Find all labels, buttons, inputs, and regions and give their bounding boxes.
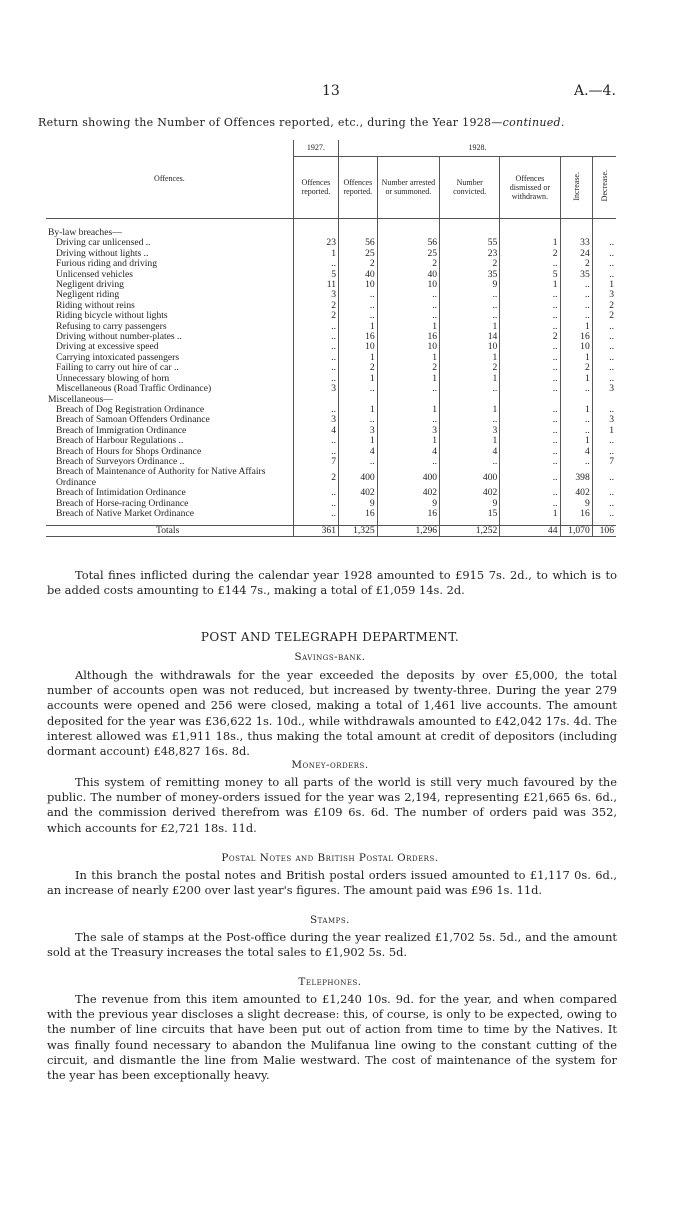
postal-notes-text: In this branch the postal notes and British postal orders issued amounted to £1,117 0s. 6d., an increase of nearly £200 over last year's figures. The amount paid was £96 1s. 11d. (47, 868, 617, 898)
offence-value: 398 (560, 467, 592, 488)
stamps-heading: Stamps. (310, 914, 350, 926)
page-number: 13 (322, 83, 340, 99)
money-orders-heading: Money-orders. (291, 759, 369, 771)
section-bylaw: By-law breaches— (48, 227, 122, 238)
offence-label: Unlicensed vehicles (56, 268, 133, 280)
offence-value: .. (560, 384, 592, 394)
offence-value: 16 (560, 509, 592, 519)
offences-table (46, 140, 616, 537)
offence-value: 3 (592, 384, 616, 394)
offence-label: Negligent driving (56, 279, 124, 291)
table-row (46, 384, 616, 394)
offence-value: 1 (592, 280, 616, 290)
offence-value: 5 (293, 270, 338, 280)
offence-value: 5 (500, 270, 560, 280)
totals-value: 361 (293, 525, 338, 536)
offence-label: Driving without lights .. (56, 247, 149, 259)
offence-value: .. (377, 384, 439, 394)
table-title-text: Return showing the Number of Offences reported, etc., during the Year 1928 (38, 116, 492, 129)
offence-value: .. (377, 415, 439, 425)
offence-value: .. (500, 259, 560, 269)
offence-value: .. (500, 342, 560, 352)
stamps-paragraph (47, 930, 617, 960)
offence-value: 1 (560, 374, 592, 384)
offence-value: 15 (440, 509, 500, 519)
offence-value: 1 (500, 280, 560, 290)
offence-label: Miscellaneous (Road Traffic Ordinance) (56, 383, 212, 395)
offence-value: .. (500, 290, 560, 300)
offence-value: .. (592, 322, 616, 332)
offence-label: Driving at excessive speed (56, 341, 159, 353)
offence-value: .. (440, 290, 500, 300)
offence-label: Breach of Native Market Ordinance (56, 507, 194, 519)
offence-value: 1 (293, 249, 338, 259)
offence-value: 3 (293, 290, 338, 300)
offence-value: 9 (440, 280, 500, 290)
offence-value: .. (592, 342, 616, 352)
totals-value: 106 (592, 525, 616, 536)
offence-value: 33 (560, 238, 592, 248)
offence-label: Breach of Samoan Offenders Ordinance (56, 414, 210, 426)
offence-value: .. (440, 384, 500, 394)
offence-value: .. (500, 467, 560, 488)
offence-value: 2 (440, 363, 500, 373)
offence-value: 2 (500, 249, 560, 259)
offence-label: Breach of Intimidation Ordinance (56, 487, 186, 499)
offence-value: .. (293, 447, 338, 457)
offence-value: .. (339, 311, 378, 321)
offence-value: 16 (339, 509, 378, 519)
money-orders-text: This system of remitting money to all parts of the world is still very much favoured by the public. The number of money-orders issued for the year was 2,194, representing £21,665 6s. 6d., and the commission derived therefrom was £109 6s. 6d. The number of orders paid was 352, which accounts for £2,721 18s. 11d. (47, 775, 617, 835)
offence-value: .. (500, 436, 560, 446)
offence-value: .. (293, 509, 338, 519)
offence-value: 1 (339, 353, 378, 363)
col-arrested: Number arrested or summoned. (377, 156, 439, 218)
offence-value: 7 (592, 457, 616, 467)
totals-value: 1,325 (339, 525, 378, 536)
offence-value: .. (440, 311, 500, 321)
offence-value: .. (592, 467, 616, 488)
offence-value: 1 (339, 436, 378, 446)
offence-value: 9 (339, 499, 378, 509)
offence-value: .. (339, 457, 378, 467)
offence-value: .. (560, 280, 592, 290)
offence-label: Breach of Horse-racing Ordinance (56, 497, 189, 509)
offence-value: .. (293, 436, 338, 446)
offence-value: 2 (440, 259, 500, 269)
offence-value: 10 (377, 342, 439, 352)
offence-value: 2 (592, 301, 616, 311)
offence-value: 402 (440, 488, 500, 498)
offence-value: 2 (293, 311, 338, 321)
offence-value: 56 (377, 238, 439, 248)
offence-value: 10 (560, 342, 592, 352)
offence-value: .. (440, 301, 500, 311)
offence-value: 9 (377, 499, 439, 509)
col-convicted: Number convicted. (440, 156, 500, 218)
offence-value: 16 (560, 332, 592, 342)
offence-value: .. (293, 499, 338, 509)
offence-value: .. (500, 374, 560, 384)
year-1928-header: 1928. (339, 140, 617, 156)
totals-value: 1,252 (440, 525, 500, 536)
offence-value: 1 (560, 353, 592, 363)
offence-value: 400 (339, 467, 378, 488)
offence-value: .. (500, 405, 560, 415)
postal-notes-heading: Postal Notes and British Postal Orders. (221, 852, 439, 864)
offence-value: .. (293, 374, 338, 384)
offence-value: .. (500, 384, 560, 394)
offence-value: .. (293, 363, 338, 373)
offence-value: .. (500, 353, 560, 363)
offence-value: 402 (339, 488, 378, 498)
table-title (38, 116, 668, 129)
offence-value: .. (592, 353, 616, 363)
offence-value: 16 (339, 332, 378, 342)
offence-value: .. (500, 311, 560, 321)
offence-label: Breach of Maintenance of Authority for Native Affairs Ordinance (56, 466, 266, 488)
offence-value: .. (592, 249, 616, 259)
offence-value: .. (500, 363, 560, 373)
offence-value: .. (592, 405, 616, 415)
offence-value: 9 (440, 499, 500, 509)
offence-value: 1 (500, 238, 560, 248)
offence-value: 4 (440, 447, 500, 457)
col-offences-header: Offences. (154, 174, 185, 183)
offence-value: .. (293, 405, 338, 415)
offence-value: .. (592, 374, 616, 384)
offence-label: Negligent riding (56, 289, 120, 301)
offence-value: .. (500, 322, 560, 332)
col-reported-1928: Offences reported. (339, 156, 378, 218)
offence-value: 10 (339, 342, 378, 352)
offence-value: .. (339, 301, 378, 311)
offence-value: 402 (560, 488, 592, 498)
offence-value: .. (560, 426, 592, 436)
offence-value: 1 (339, 374, 378, 384)
col-decrease: Decrease. (599, 170, 609, 202)
offence-value: .. (560, 301, 592, 311)
offence-value: 3 (293, 415, 338, 425)
offence-value: .. (293, 332, 338, 342)
offence-value: 11 (293, 280, 338, 290)
offence-value: 1 (560, 322, 592, 332)
offence-value: 402 (377, 488, 439, 498)
offence-value: 10 (377, 280, 439, 290)
offence-value: 2 (377, 363, 439, 373)
table-body (46, 218, 616, 537)
offence-value: .. (592, 363, 616, 373)
offence-value: .. (592, 238, 616, 248)
offence-value: 56 (339, 238, 378, 248)
offence-value: 55 (440, 238, 500, 248)
offence-label: Unnecessary blowing of horn (56, 372, 170, 384)
offence-value: 3 (592, 290, 616, 300)
offence-value: .. (592, 436, 616, 446)
offence-value: 24 (560, 249, 592, 259)
offence-value: 1 (440, 374, 500, 384)
fines-paragraph (47, 568, 617, 598)
table-row (46, 467, 616, 488)
offence-value: .. (293, 259, 338, 269)
offence-value: 1 (500, 509, 560, 519)
offence-value: .. (560, 311, 592, 321)
money-orders-paragraph (47, 775, 617, 836)
totals-row (46, 525, 616, 536)
offence-value: 7 (293, 457, 338, 467)
offence-label: Riding without reins (56, 299, 135, 311)
offence-value: .. (500, 488, 560, 498)
table-title-dash: — (491, 116, 503, 129)
offence-value: .. (500, 415, 560, 425)
offence-value: 40 (377, 270, 439, 280)
col-increase: Increase. (571, 171, 581, 201)
offence-value: .. (293, 488, 338, 498)
offence-value: 1 (377, 374, 439, 384)
offence-value: .. (592, 259, 616, 269)
offence-value: .. (592, 499, 616, 509)
telephones-heading: Telephones. (298, 976, 362, 988)
offence-value: .. (592, 332, 616, 342)
offence-value: 40 (339, 270, 378, 280)
offence-value: 9 (560, 499, 592, 509)
offence-value: 2 (339, 259, 378, 269)
offence-value: 4 (560, 447, 592, 457)
offence-label: Breach of Dog Registration Ordinance (56, 403, 205, 415)
offence-value: 16 (377, 509, 439, 519)
offence-label: Furious riding and driving (56, 258, 157, 270)
savings-paragraph (47, 668, 617, 759)
offence-value: 14 (440, 332, 500, 342)
offence-value: .. (293, 342, 338, 352)
offence-value: 2 (500, 332, 560, 342)
offence-value: .. (377, 301, 439, 311)
offence-value: 23 (440, 249, 500, 259)
offence-value: 1 (440, 322, 500, 332)
offence-value: .. (560, 457, 592, 467)
offence-value: .. (500, 447, 560, 457)
offence-value: 35 (560, 270, 592, 280)
offence-value: 2 (560, 259, 592, 269)
document-reference: A.—4. (574, 83, 616, 99)
offence-value: 25 (339, 249, 378, 259)
table-row (46, 436, 616, 446)
table-row (46, 488, 616, 498)
offence-value: 10 (339, 280, 378, 290)
offence-value: .. (592, 270, 616, 280)
offence-label: Failing to carry out hire of car .. (56, 362, 179, 374)
savings-text: Although the withdrawals for the year exceeded the deposits by over £5,000, the total number of accounts open was not reduced, but increased by twenty-three. During the year 279 accounts were opened and 256 were closed, making a total of 1,461 live accounts. The amount deposited for the year was £36,622 1s. 10d., while withdrawals amounted to £42,042 17s. 4d. The interest allowed was £1,911 18s., thus making the total amount at credit of depositors (including dormant account) £48,827 16s. 8d. (47, 668, 617, 759)
offence-value: 1 (592, 426, 616, 436)
totals-value: 44 (500, 525, 560, 536)
offence-value: 1 (560, 436, 592, 446)
offence-value: .. (592, 447, 616, 457)
telephones-text: The revenue from this item amounted to £1,240 10s. 9d. for the year, and when compared with the previous year discloses a slight decrease: this, of course, is only to be expected, owing to the number of line circuits that have been put out of action from time to time by the Natives. It was finally found necessary to abandon the Mulifanua line owing to the constant cutting of the circuit, and dismantle the line from Malie westward. The cost of maintenance of the system for the year has been exceptionally heavy. (47, 992, 617, 1083)
offence-value: 2 (339, 363, 378, 373)
offence-value: 23 (293, 238, 338, 248)
offence-value: 4 (293, 426, 338, 436)
col-reported-1927: Offences reported. (293, 156, 338, 218)
offence-label: Driving car unlicensed .. (56, 237, 151, 249)
fines-text: Total fines inflicted during the calendar year 1928 amounted to £915 7s. 2d., to which is to be added costs amounting to £144 7s., making a total of £1,059 14s. 2d. (47, 568, 617, 598)
offence-value: .. (592, 509, 616, 519)
offence-value: 3 (293, 384, 338, 394)
offence-value: 1 (440, 405, 500, 415)
offence-value: 3 (440, 426, 500, 436)
offence-value: 1 (440, 436, 500, 446)
offence-value: 35 (440, 270, 500, 280)
offence-value: .. (339, 384, 378, 394)
offence-value: 4 (339, 447, 378, 457)
post-telegraph-heading: POST AND TELEGRAPH DEPARTMENT. (200, 630, 460, 644)
offence-label: Breach of Hours for Shops Ordinance (56, 445, 202, 457)
offence-label: Breach of Surveyors Ordinance .. (56, 455, 185, 467)
offence-value: .. (339, 290, 378, 300)
offence-label: Breach of Harbour Regulations .. (56, 435, 184, 447)
offence-value: .. (500, 499, 560, 509)
offence-value: 3 (339, 426, 378, 436)
offence-value: 1 (339, 322, 378, 332)
stamps-text: The sale of stamps at the Post-office during the year realized £1,702 5s. 5d., and the amount sold at the Treasury increases the total sales to £1,902 5s. 5d. (47, 930, 617, 960)
offence-value: 1 (560, 405, 592, 415)
offence-value: 2 (293, 301, 338, 311)
offence-value: 1 (377, 436, 439, 446)
offence-value: .. (592, 488, 616, 498)
year-1927-header: 1927. (293, 140, 338, 156)
col-dismissed: Offences dismissed or withdrawn. (500, 156, 560, 218)
offence-label: Breach of Immigration Ordinance (56, 424, 187, 436)
offence-value: .. (339, 415, 378, 425)
offence-label: Riding bicycle without lights (56, 310, 168, 322)
totals-value: 1,296 (377, 525, 439, 536)
offence-value: .. (440, 457, 500, 467)
offence-value: 1 (440, 353, 500, 363)
offence-value: .. (377, 311, 439, 321)
offence-value: 2 (293, 467, 338, 488)
offence-value: .. (500, 457, 560, 467)
offence-value: .. (500, 301, 560, 311)
offence-value: 16 (377, 332, 439, 342)
offence-value: .. (560, 290, 592, 300)
offence-value: 4 (377, 447, 439, 457)
offence-label: Driving without number-plates .. (56, 331, 182, 343)
postal-notes-paragraph (47, 868, 617, 898)
offence-value: .. (377, 290, 439, 300)
offence-value: 2 (377, 259, 439, 269)
offence-value: .. (560, 415, 592, 425)
offence-value: .. (293, 353, 338, 363)
telephones-paragraph (47, 992, 617, 1083)
offence-value: 2 (560, 363, 592, 373)
totals-value: 1,070 (560, 525, 592, 536)
totals-label: Totals (46, 525, 293, 536)
offence-value: 3 (377, 426, 439, 436)
offence-value: .. (377, 457, 439, 467)
offence-value: 1 (377, 405, 439, 415)
offence-value: 25 (377, 249, 439, 259)
offence-value: .. (440, 415, 500, 425)
offence-value: 1 (377, 353, 439, 363)
offence-value: 2 (592, 311, 616, 321)
offence-value: 1 (377, 322, 439, 332)
table-title-cont: continued. (502, 116, 565, 129)
offence-value: .. (293, 322, 338, 332)
offence-value: 400 (440, 467, 500, 488)
table-row (46, 509, 616, 519)
section-miscellaneous: Miscellaneous— (48, 393, 114, 405)
offence-value: 1 (339, 405, 378, 415)
offence-value: 400 (377, 467, 439, 488)
offence-value: 3 (592, 415, 616, 425)
offence-label: Refusing to carry passengers (56, 320, 167, 332)
offence-value: 10 (440, 342, 500, 352)
savings-bank-heading: Savings-bank. (294, 651, 366, 663)
offence-label: Carrying intoxicated passengers (56, 351, 180, 363)
offence-value: .. (500, 426, 560, 436)
